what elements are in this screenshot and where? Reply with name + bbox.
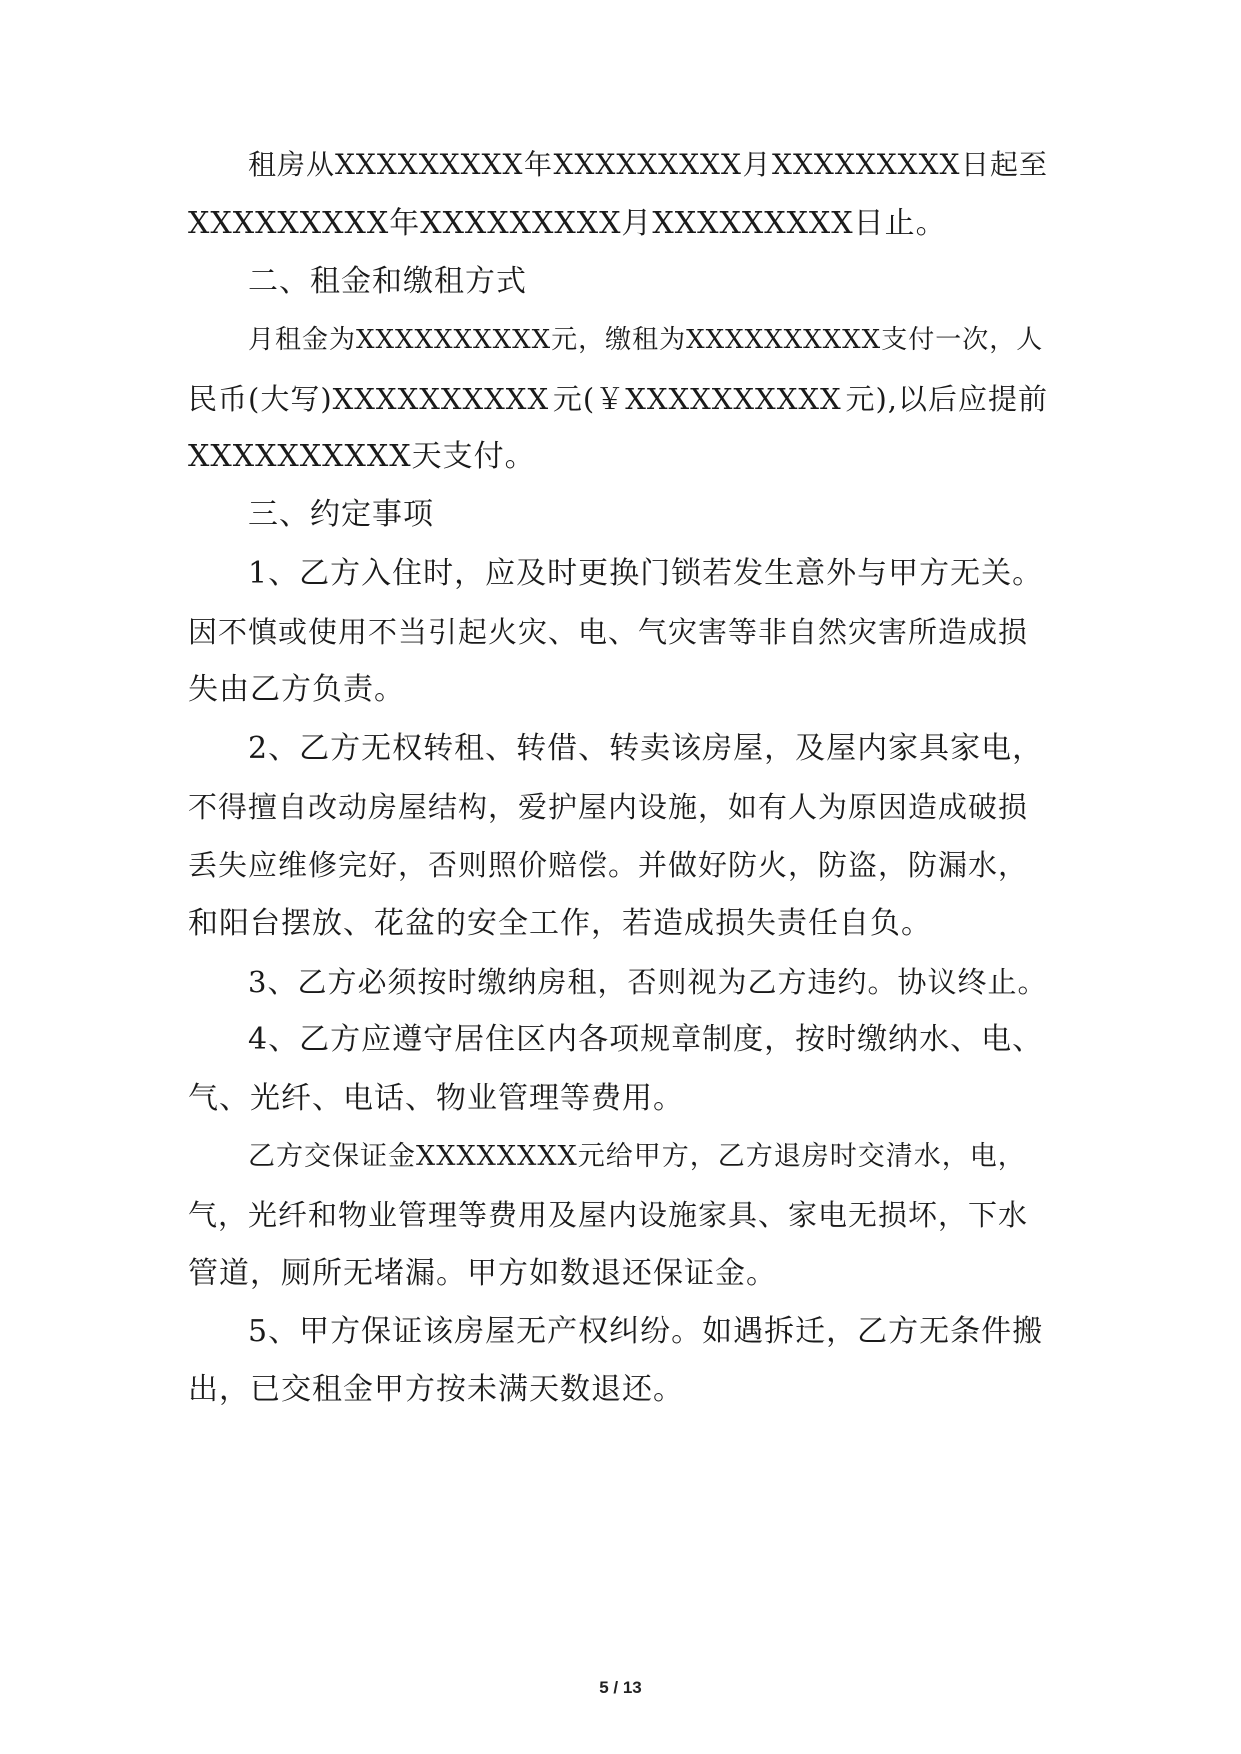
paragraph-line: 5、甲方保证该房屋无产权纠纷。如遇拆迁，乙方无条件搬 xyxy=(248,1314,1044,1349)
paragraph-line: 气、光纤、电话、物业管理等费用。 xyxy=(188,1081,684,1116)
text-segment: 月 xyxy=(742,148,772,181)
paragraph-line: 因不慎或使用不当引起火灾、电、气灾害等非自然灾害所造成损 xyxy=(188,615,1029,649)
text-segment: 元(￥XXXXXXXXXX xyxy=(552,382,842,416)
paragraph-line: 不得擅自改动房屋结构，爱护屋内设施，如有人为原因造成破损 xyxy=(188,790,1029,824)
text-segment: 日起至 xyxy=(960,148,1048,181)
text-segment: 元),以后应提前 xyxy=(845,382,1048,416)
paragraph-line: 月租金为XXXXXXXXXX元，缴租为XXXXXXXXXX支付一次，人 xyxy=(248,325,1044,355)
paragraph-line: 4、乙方应遵守居住区内各项规章制度，按时缴纳水、电、 xyxy=(248,1022,1044,1057)
paragraph-line: 丢失应维修完好，否则照价赔偿。并做好防火，防盗，防漏水， xyxy=(188,848,1029,882)
paragraph-line: 气，光纤和物业管理等费用及屋内设施家具、家电无损坏，下水 xyxy=(188,1198,1029,1232)
paragraph-line: 1、乙方入住时，应及时更换门锁若发生意外与甲方无关。 xyxy=(248,556,1044,591)
text-segment: 年 xyxy=(523,148,553,181)
page-number: 5 / 13 xyxy=(599,1678,642,1697)
paragraph-line: 2、乙方无权转租、转借、转卖该房屋，及屋内家具家电， xyxy=(248,731,1044,766)
section-heading: 三、约定事项 xyxy=(248,497,434,532)
paragraph-line: XXXXXXXXX年XXXXXXXXX月XXXXXXXXX日止。 xyxy=(188,206,947,241)
text-segment: 民币(大写)XXXXXXXXXX xyxy=(188,382,550,416)
paragraph-line: XXXXXXXXXX天支付。 xyxy=(188,439,536,474)
paragraph-line xyxy=(248,145,1048,185)
paragraph-line: 出，已交租金甲方按未满天数退还。 xyxy=(188,1372,684,1407)
text-segment: XXXXXXXXX xyxy=(772,148,961,181)
paragraph-line: 乙方交保证金XXXXXXXX元给甲方，乙方退房时交清水，电， xyxy=(248,1141,1026,1172)
paragraph-line xyxy=(188,379,1048,419)
text-segment: XXXXXXXXX xyxy=(553,148,742,181)
paragraph-line: 失由乙方负责。 xyxy=(188,672,405,707)
paragraph-line: 和阳台摆放、花盆的安全工作，若造成损失责任自负。 xyxy=(188,906,932,941)
text-segment: 租房从XXXXXXXXX xyxy=(248,148,524,181)
paragraph-line: 3、乙方必须按时缴纳房租，否则视为乙方违约。协议终止。 xyxy=(248,965,1048,999)
section-heading: 二、租金和缴租方式 xyxy=(248,264,527,299)
paragraph-line: 管道，厕所无堵漏。甲方如数退还保证金。 xyxy=(188,1256,777,1291)
